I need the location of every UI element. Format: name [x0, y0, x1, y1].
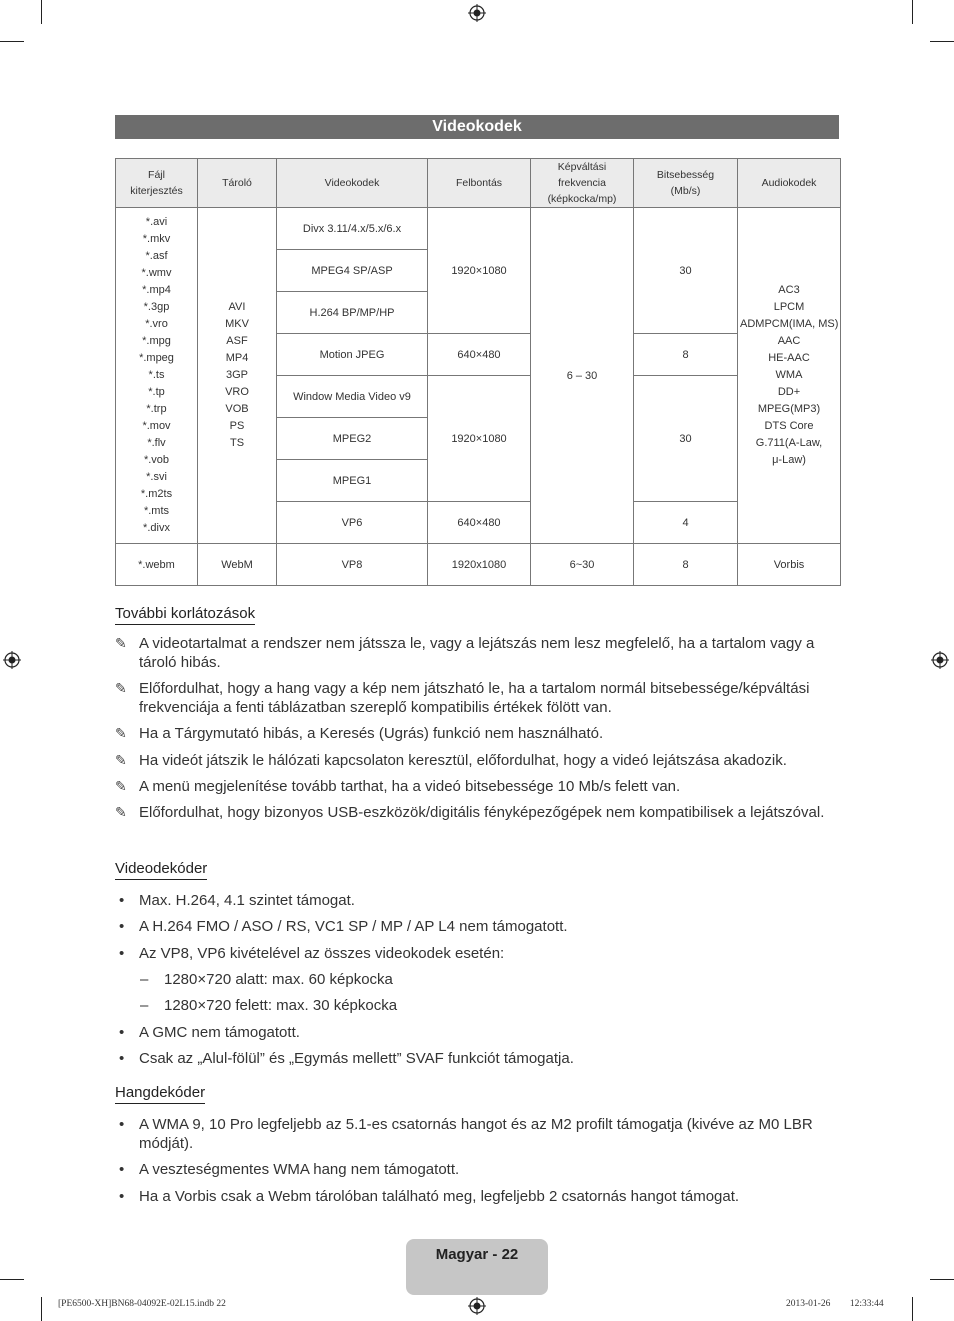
extensions-cell: *.avi *.mkv *.asf *.wmv *.mp4 *.3gp *.vro *.mpg *.mpeg *.ts *.tp *.trp *.mov *.flv *.vob *.svi *.m2ts *.mts *.divx	[116, 208, 198, 544]
header-ext: Fájl kiterjesztés	[116, 159, 198, 208]
page-number-tab: Magyar - 22	[406, 1239, 548, 1295]
bitrate-cell: 30	[634, 208, 738, 334]
codec-cell: MPEG2	[277, 418, 428, 460]
table-row-webm	[116, 544, 841, 586]
bitrate-cell: 8	[634, 334, 738, 376]
bullet-icon: •	[119, 1188, 125, 1205]
footer-timestamp: 2013-01-26 ￿￿ 12:33:44	[786, 1299, 884, 1309]
list-item: • Csak az „Alul-fölül” és „Egymás mellett” SVAF funkciót támogatja.	[119, 1050, 574, 1067]
registration-mark-icon	[931, 651, 949, 669]
bullet-icon: •	[119, 918, 125, 935]
note-icon: ✎	[115, 752, 127, 768]
crop-mark	[930, 1279, 954, 1280]
note-icon: ✎	[115, 635, 127, 651]
registration-mark-icon	[468, 4, 486, 22]
bullet-icon: •	[119, 1050, 125, 1067]
bullet-icon: •	[119, 945, 125, 962]
crop-mark	[912, 0, 913, 24]
dash-icon: –	[140, 971, 149, 988]
table-header-row	[116, 159, 841, 208]
list-item: • Ha a Vorbis csak a Webm tárolóban található meg, legfeljebb 2 csatornás hangot támogat.	[119, 1188, 740, 1205]
fps-cell: 6 – 30	[531, 208, 634, 544]
note-item: ✎ Ha a Tárgymutató hibás, a Keresés (Ugrás) funkció nem használható.	[115, 725, 604, 742]
note-item: ✎ Előfordulhat, hogy a hang vagy a kép nem játszható le, ha a tartalom normál bitsebessége/képváltási frekvenciája a fenti táblázatban szereplő kompatibilis értékek fölött van.	[115, 680, 810, 716]
codec-cell: H.264 BP/MP/HP	[277, 292, 428, 334]
sub-list-item: – 1280×720 alatt: max. 60 képkocka	[140, 971, 393, 988]
webm-resolution: 1920x1080	[428, 544, 531, 586]
list-item: • A GMC nem támogatott.	[119, 1024, 300, 1041]
codec-cell: Divx 3.11/4.x/5.x/6.x	[277, 208, 428, 250]
footer-file-info: [PE6500-XH]BN68-04092E-02L15.indb 22	[58, 1299, 226, 1309]
resolution-cell: 1920×1080	[428, 208, 531, 334]
bitrate-cell: 30	[634, 376, 738, 502]
note-item: ✎ Ha videót játszik le hálózati kapcsolaton keresztül, előfordulhat, hogy a videó lejátszása akadozik.	[115, 752, 787, 769]
dash-icon: –	[140, 997, 149, 1014]
webm-fps: 6~30	[531, 544, 634, 586]
list-item: • A WMA 9, 10 Pro legfeljebb az 5.1-es csatornás hangot és az M2 profilt támogatja (kivéve az M0 LBR módját).	[119, 1116, 813, 1152]
note-item: ✎ A videotartalmat a rendszer nem játssza le, vagy a lejátszás nem lesz megfelelő, ha a tartalom vagy a tároló hibás.	[115, 635, 815, 671]
header-fps: Képváltási frekvencia (képkocka/mp)	[531, 159, 634, 208]
header-codec: Videokodek	[277, 159, 428, 208]
note-item: ✎ Előfordulhat, hogy bizonyos USB-eszközök/digitális fényképezőgépek nem kompatibilisek a lejátszóval.	[115, 804, 825, 821]
restrictions-heading: További korlátozások	[115, 605, 255, 625]
resolution-cell: 640×480	[428, 334, 531, 376]
note-icon: ✎	[115, 778, 127, 794]
section-title: Videokodek	[115, 115, 839, 139]
audio-decoder-heading: Hangdekóder	[115, 1084, 205, 1104]
registration-mark-icon	[468, 1297, 486, 1315]
codec-table	[115, 158, 841, 586]
header-container: Tároló	[198, 159, 277, 208]
codec-cell: MPEG4 SP/ASP	[277, 250, 428, 292]
sub-list-item: – 1280×720 felett: max. 30 képkocka	[140, 997, 398, 1014]
crop-mark	[41, 0, 42, 24]
bullet-icon: •	[119, 892, 125, 909]
containers-cell: AVI MKV ASF MP4 3GP VRO VOB PS TS	[198, 208, 277, 544]
bitrate-cell: 4	[634, 502, 738, 544]
note-icon: ✎	[115, 725, 127, 741]
webm-bitrate: 8	[634, 544, 738, 586]
bullet-icon: •	[119, 1161, 125, 1178]
resolution-cell: 640×480	[428, 502, 531, 544]
webm-container: WebM	[198, 544, 277, 586]
bullet-icon: •	[119, 1024, 125, 1041]
codec-cell: Motion JPEG	[277, 334, 428, 376]
crop-mark	[930, 41, 954, 42]
webm-codec: VP8	[277, 544, 428, 586]
crop-mark	[912, 1297, 913, 1321]
webm-audio: Vorbis	[738, 544, 841, 586]
codec-cell: VP6	[277, 502, 428, 544]
crop-mark	[41, 1297, 42, 1321]
header-audio: Audiokodek	[738, 159, 841, 208]
crop-mark	[0, 1279, 24, 1280]
header-resolution: Felbontás	[428, 159, 531, 208]
registration-mark-icon	[3, 651, 21, 669]
bullet-icon: •	[119, 1116, 125, 1133]
list-item: • A veszteségmentes WMA hang nem támogatott.	[119, 1161, 460, 1178]
note-item: ✎ A menü megjelenítése tovább tarthat, ha a videó bitsebessége 10 Mb/s felett van.	[115, 778, 681, 795]
note-icon: ✎	[115, 804, 127, 820]
list-item: • Max. H.264, 4.1 szintet támogat.	[119, 892, 355, 909]
audio-cell: AC3 LPCM ADMPCM(IMA, MS) AAC HE-AAC WMA DD+ MPEG(MP3) DTS Core G.711(A-Law, μ-Law)	[738, 208, 841, 544]
table-row	[116, 208, 841, 250]
resolution-cell: 1920×1080	[428, 376, 531, 502]
note-icon: ✎	[115, 680, 127, 696]
webm-ext: *.webm	[116, 544, 198, 586]
list-item: • A H.264 FMO / ASO / RS, VC1 SP / MP / AP L4 nem támogatott.	[119, 918, 568, 935]
list-item: • Az VP8, VP6 kivételével az összes videokodek esetén:	[119, 945, 505, 962]
crop-mark	[0, 41, 24, 42]
codec-cell: MPEG1	[277, 460, 428, 502]
video-decoder-heading: Videodekóder	[115, 860, 207, 880]
codec-cell: Window Media Video v9	[277, 376, 428, 418]
header-bitrate: Bitsebesség (Mb/s)	[634, 159, 738, 208]
